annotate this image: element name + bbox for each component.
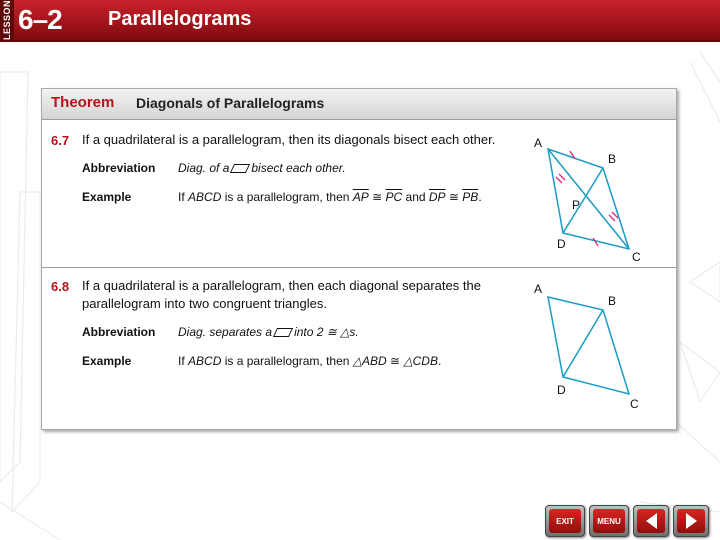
section-divider xyxy=(42,267,676,268)
theorem-6-7-example: If ABCD is a parallelogram, then $\overline{AP}$ ≅ $\overline{PC}$ and $\overline{DP}$ ≅ $\overline{PB}$. xyxy=(178,190,482,204)
menu-button[interactable] xyxy=(589,505,629,537)
theorem-6-8-number: 6.8 xyxy=(51,279,70,294)
lesson-word: LESSON xyxy=(2,0,12,40)
theorem-header xyxy=(42,89,676,120)
tick-mark xyxy=(556,177,562,183)
theorem-title: Diagonals of Parallelograms xyxy=(136,95,325,111)
triangles-symbol: △s xyxy=(340,325,356,339)
theorem-6-7-abbreviation-label: Abbreviation xyxy=(82,161,156,175)
theorem-6-7-abbreviation: Diag. of a bisect each other. xyxy=(178,161,346,175)
parallelogram-symbol-icon xyxy=(230,164,250,173)
vertex-c: C xyxy=(630,397,639,411)
theorem-6-7-example-label: Example xyxy=(82,190,132,204)
vertex-d: D xyxy=(557,383,566,397)
parallelogram-shape xyxy=(548,297,629,394)
vertex-b: B xyxy=(608,152,617,166)
previous-button[interactable] xyxy=(633,505,669,537)
diagonal-bd xyxy=(563,168,603,233)
lesson-title: Parallelograms xyxy=(108,8,252,30)
theorem-6-8-example-label: Example xyxy=(82,354,132,368)
theorem-6-8-example: If ABCD is a parallelogram, then △ABD ≅ △CDB. xyxy=(178,354,442,368)
theorem-6-7-number: 6.7 xyxy=(51,133,70,148)
exit-label: EXIT xyxy=(549,509,581,533)
triangle-right-icon xyxy=(686,513,697,529)
vertex-a: A xyxy=(534,136,543,150)
diagonal-ac xyxy=(548,149,629,249)
theorem-6-8-figure xyxy=(522,277,652,412)
lesson-number: 6–2 xyxy=(18,4,62,35)
tick-mark xyxy=(559,174,565,180)
parallelogram-symbol-icon xyxy=(273,328,293,337)
vertex-a: A xyxy=(534,282,543,296)
tick-mark xyxy=(609,215,615,221)
diagonal-bd xyxy=(563,310,603,377)
next-button[interactable] xyxy=(673,505,709,537)
point-p: P xyxy=(572,198,581,212)
vertex-b: B xyxy=(608,294,617,308)
theorem-6-7-statement: If a quadrilateral is a parallelogram, then its diagonals bisect each other. xyxy=(82,132,496,147)
theorem-6-8-abbreviation-label: Abbreviation xyxy=(82,325,156,339)
theorem-panel xyxy=(41,88,677,430)
exit-button[interactable] xyxy=(545,505,585,537)
menu-label: MENU xyxy=(593,509,625,533)
theorem-label: Theorem xyxy=(51,94,115,111)
triangle-left-icon xyxy=(646,513,657,529)
theorem-6-8-statement-line1: If a quadrilateral is a parallelogram, then each diagonal separates the xyxy=(82,278,481,293)
vertex-d: D xyxy=(557,237,566,251)
theorem-6-7-figure xyxy=(522,131,652,261)
theorem-6-8-abbreviation: Diag. separates a into 2 ≅ △s. xyxy=(178,325,359,339)
vertex-c: C xyxy=(632,250,641,261)
lesson-header xyxy=(0,0,720,42)
theorem-6-8-statement-line2: parallelogram into two congruent triangles. xyxy=(82,296,327,311)
